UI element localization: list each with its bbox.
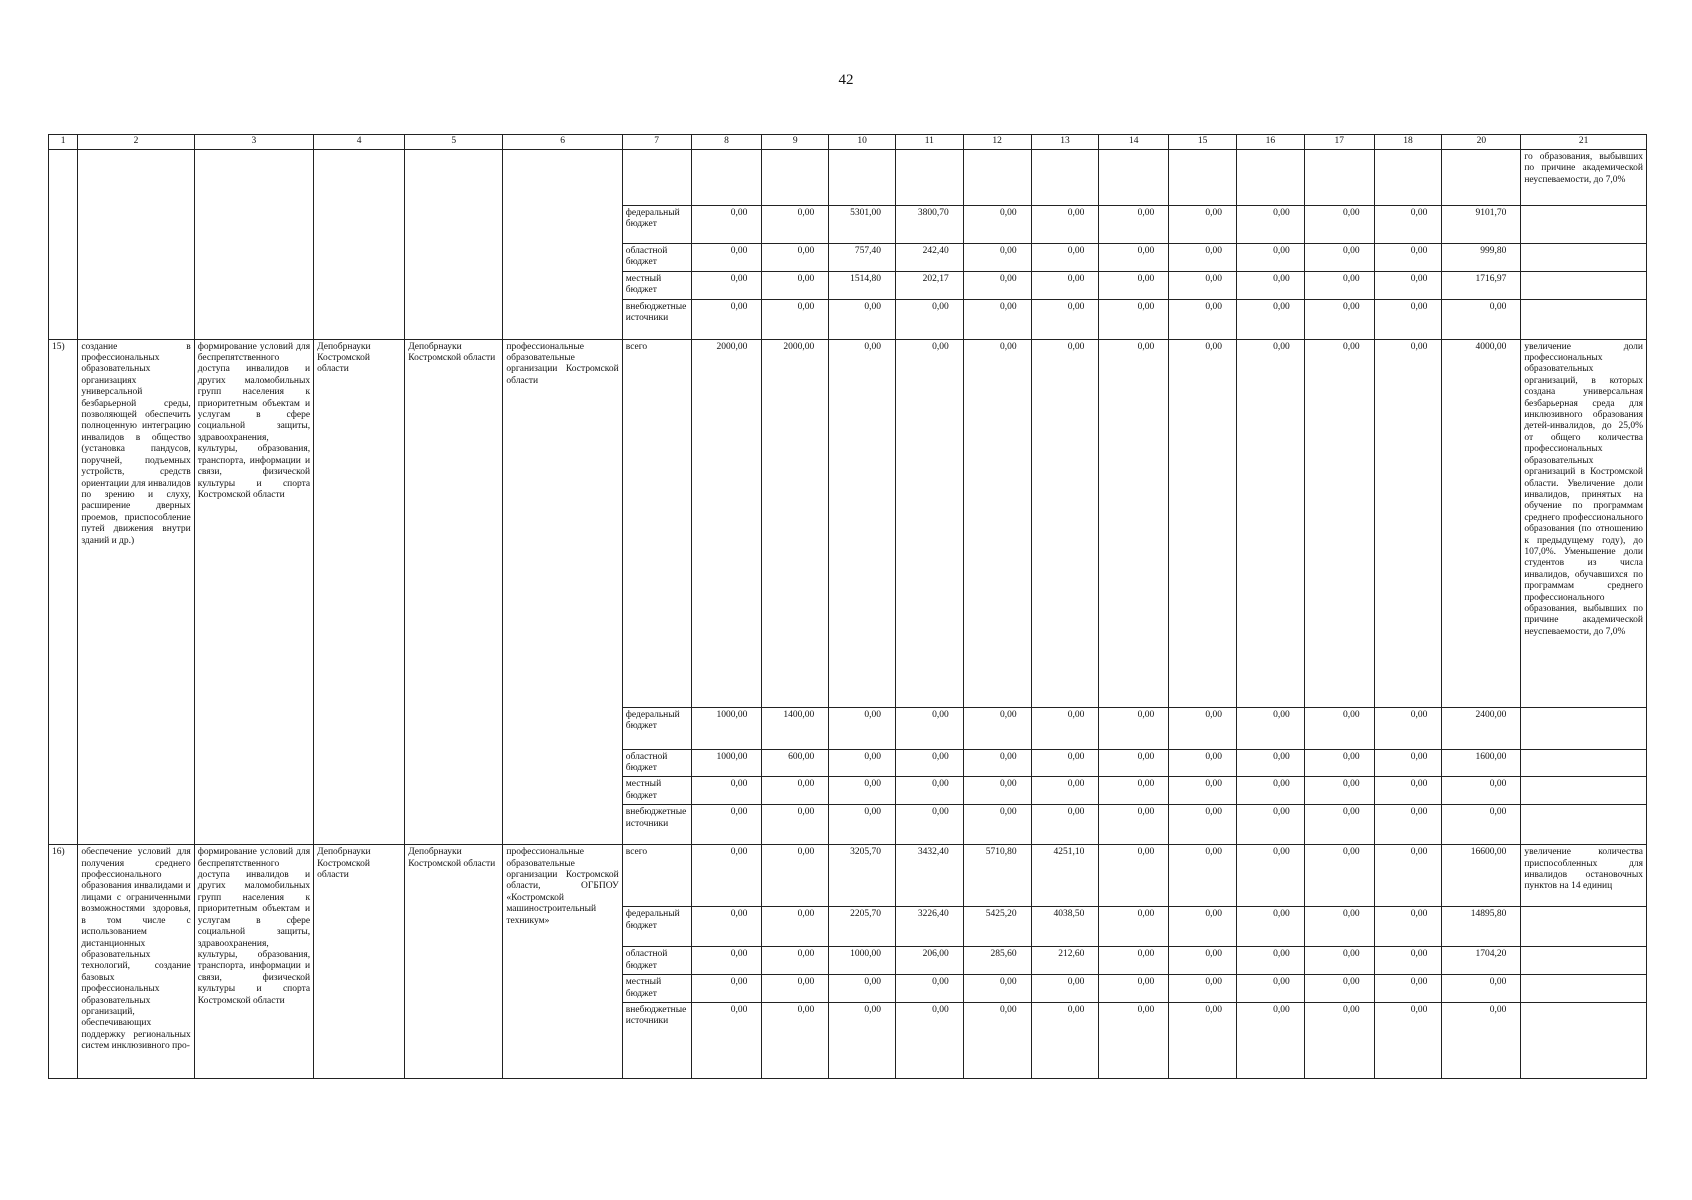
value-cell: 0,00 (829, 805, 896, 845)
coexecutor-cell: Депобрнауки Костромской области (405, 845, 503, 1079)
value-cell: 0,00 (963, 339, 1031, 707)
cell-empty (1374, 150, 1442, 206)
value-cell: 0,00 (1031, 749, 1099, 777)
value-cell: 0,00 (1236, 244, 1304, 272)
funding-source-cell: местный бюджет (622, 271, 691, 299)
value-cell: 1400,00 (762, 707, 829, 749)
value-cell: 0,00 (1099, 244, 1169, 272)
value-cell: 0,00 (1099, 975, 1169, 1003)
funding-source-cell: областной бюджет (622, 947, 691, 975)
value-cell: 9101,70 (1442, 206, 1521, 244)
value-cell: 0,00 (1236, 975, 1304, 1003)
column-number: 16 (1236, 135, 1304, 150)
participants-cell: профессиональные образовательные организации Костромской области (503, 339, 622, 845)
column-number: 8 (691, 135, 762, 150)
value-cell: 0,00 (691, 1003, 762, 1079)
value-cell: 0,00 (1304, 947, 1374, 975)
value-cell: 0,00 (895, 339, 963, 707)
value-cell: 0,00 (1304, 975, 1374, 1003)
value-cell: 1000,00 (829, 947, 896, 975)
funding-source-cell: всего (622, 339, 691, 707)
value-cell: 202,17 (895, 271, 963, 299)
value-cell: 0,00 (1031, 244, 1099, 272)
value-cell: 0,00 (1236, 845, 1304, 907)
funding-source-cell: областной бюджет (622, 244, 691, 272)
value-cell: 0,00 (1031, 299, 1099, 339)
value-cell: 0,00 (1374, 206, 1442, 244)
value-cell: 0,00 (1169, 206, 1237, 244)
value-cell: 0,00 (762, 907, 829, 947)
cell-empty (78, 150, 194, 340)
value-cell: 0,00 (963, 749, 1031, 777)
value-cell: 0,00 (1374, 271, 1442, 299)
value-cell: 0,00 (1304, 271, 1374, 299)
cell-empty (1521, 805, 1647, 845)
value-cell: 0,00 (1374, 907, 1442, 947)
value-cell: 0,00 (1031, 271, 1099, 299)
value-cell: 0,00 (762, 244, 829, 272)
value-cell: 2205,70 (829, 907, 896, 947)
value-cell: 0,00 (691, 271, 762, 299)
value-cell: 999,80 (1442, 244, 1521, 272)
value-cell: 3800,70 (895, 206, 963, 244)
value-cell: 0,00 (1099, 777, 1169, 805)
value-cell: 0,00 (1442, 975, 1521, 1003)
value-cell: 0,00 (691, 975, 762, 1003)
funding-source-cell: федеральный бюджет (622, 907, 691, 947)
column-number: 10 (829, 135, 896, 150)
value-cell: 0,00 (1442, 299, 1521, 339)
cell-empty (49, 150, 78, 340)
value-cell: 206,00 (895, 947, 963, 975)
value-cell: 0,00 (1169, 1003, 1237, 1079)
value-cell: 0,00 (829, 339, 896, 707)
column-number: 1 (49, 135, 78, 150)
value-cell: 0,00 (1442, 777, 1521, 805)
value-cell: 0,00 (1031, 707, 1099, 749)
cell-empty (1521, 271, 1647, 299)
value-cell: 5425,20 (963, 907, 1031, 947)
column-number: 5 (405, 135, 503, 150)
value-cell: 0,00 (1374, 1003, 1442, 1079)
cell-empty (691, 150, 762, 206)
value-cell: 0,00 (1031, 339, 1099, 707)
value-cell: 0,00 (963, 299, 1031, 339)
cell-empty (1521, 206, 1647, 244)
value-cell: 0,00 (1374, 777, 1442, 805)
value-cell: 0,00 (1374, 749, 1442, 777)
page-number: 42 (838, 72, 854, 88)
value-cell: 0,00 (829, 1003, 896, 1079)
value-cell: 0,00 (691, 907, 762, 947)
cell-empty (963, 150, 1031, 206)
value-cell: 0,00 (691, 244, 762, 272)
table-row (49, 845, 1647, 907)
value-cell: 0,00 (963, 206, 1031, 244)
cell-empty (1169, 150, 1237, 206)
value-cell: 0,00 (895, 805, 963, 845)
value-cell: 0,00 (963, 975, 1031, 1003)
funding-source-cell: внебюджетные источники (622, 299, 691, 339)
value-cell: 0,00 (1099, 749, 1169, 777)
value-cell: 1704,20 (1442, 947, 1521, 975)
funding-source-cell: федеральный бюджет (622, 707, 691, 749)
executor-cell: Депобрнауки Костромской области (314, 339, 405, 845)
value-cell: 0,00 (895, 975, 963, 1003)
value-cell: 0,00 (963, 777, 1031, 805)
column-header-row (49, 135, 1647, 150)
cell-empty (1521, 707, 1647, 749)
value-cell: 0,00 (1099, 707, 1169, 749)
value-cell: 16600,00 (1442, 845, 1521, 907)
cell-empty (1521, 947, 1647, 975)
column-number: 14 (1099, 135, 1169, 150)
cell-empty (314, 150, 405, 340)
value-cell: 0,00 (1304, 749, 1374, 777)
value-cell: 4251,10 (1031, 845, 1099, 907)
coexecutor-cell: Депобрнауки Костромской области (405, 339, 503, 845)
value-cell: 0,00 (963, 805, 1031, 845)
value-cell: 0,00 (1169, 845, 1237, 907)
funding-source-cell: областной бюджет (622, 749, 691, 777)
value-cell: 0,00 (1099, 1003, 1169, 1079)
value-cell: 0,00 (963, 1003, 1031, 1079)
item-number: 16) (49, 845, 78, 1079)
value-cell: 0,00 (1169, 907, 1237, 947)
value-cell: 0,00 (762, 845, 829, 907)
value-cell: 0,00 (829, 749, 896, 777)
participants-cell: профессиональные образовательные организации Костромской области, ОГБПОУ «Костромской машиностроительный техникум» (503, 845, 622, 1079)
value-cell: 0,00 (1304, 1003, 1374, 1079)
column-number: 13 (1031, 135, 1099, 150)
column-number: 21 (1521, 135, 1647, 150)
cell-empty (1521, 975, 1647, 1003)
value-cell: 0,00 (1374, 244, 1442, 272)
value-cell: 0,00 (963, 244, 1031, 272)
value-cell: 0,00 (829, 777, 896, 805)
value-cell: 0,00 (1169, 244, 1237, 272)
value-cell: 2000,00 (762, 339, 829, 707)
value-cell: 0,00 (691, 299, 762, 339)
cell-empty (405, 150, 503, 340)
value-cell: 0,00 (1099, 947, 1169, 975)
item-number: 15) (49, 339, 78, 845)
value-cell: 1000,00 (691, 749, 762, 777)
funding-source-cell: местный бюджет (622, 777, 691, 805)
value-cell: 0,00 (1442, 805, 1521, 845)
value-cell: 0,00 (1304, 805, 1374, 845)
value-cell: 3205,70 (829, 845, 896, 907)
value-cell: 0,00 (1304, 339, 1374, 707)
value-cell: 0,00 (1374, 299, 1442, 339)
value-cell: 0,00 (1304, 299, 1374, 339)
value-cell: 0,00 (895, 299, 963, 339)
value-cell: 0,00 (762, 777, 829, 805)
column-number: 20 (1442, 135, 1521, 150)
cell-empty (762, 150, 829, 206)
value-cell: 0,00 (691, 845, 762, 907)
value-cell: 0,00 (1169, 975, 1237, 1003)
value-cell: 212,60 (1031, 947, 1099, 975)
value-cell: 0,00 (1374, 339, 1442, 707)
value-cell: 0,00 (1031, 206, 1099, 244)
value-cell: 0,00 (1304, 845, 1374, 907)
value-cell: 0,00 (829, 975, 896, 1003)
budget-table (48, 134, 1647, 1079)
value-cell: 0,00 (1169, 707, 1237, 749)
value-cell: 0,00 (895, 707, 963, 749)
value-cell: 0,00 (762, 299, 829, 339)
value-cell: 0,00 (762, 271, 829, 299)
result-cell: увеличение количества приспособленных для инвалидов остановочных пунктов на 14 единиц (1521, 845, 1647, 907)
value-cell: 5710,80 (963, 845, 1031, 907)
table-body (49, 135, 1647, 1079)
value-cell: 0,00 (1304, 907, 1374, 947)
value-cell: 0,00 (1236, 947, 1304, 975)
value-cell: 0,00 (1236, 749, 1304, 777)
value-cell: 0,00 (1304, 707, 1374, 749)
column-number: 15 (1169, 135, 1237, 150)
column-number: 6 (503, 135, 622, 150)
value-cell: 0,00 (829, 707, 896, 749)
goal-cell: формирование условий для беспрепятственного доступа инвалидов и других маломобильных групп населения к приоритетным объектам и услугам в сфере социальной защиты, здравоохранения, культуры, образования, транспорта, информации и связи, физической культуры и спорта Костромской области (194, 845, 313, 1079)
value-cell: 0,00 (1099, 339, 1169, 707)
value-cell: 0,00 (691, 805, 762, 845)
value-cell: 0,00 (1099, 907, 1169, 947)
executor-cell: Депобрнауки Костромской области (314, 845, 405, 1079)
value-cell: 757,40 (829, 244, 896, 272)
value-cell: 0,00 (1031, 975, 1099, 1003)
value-cell: 5301,00 (829, 206, 896, 244)
value-cell: 1514,80 (829, 271, 896, 299)
value-cell: 0,00 (1374, 805, 1442, 845)
cell-empty (1304, 150, 1374, 206)
value-cell: 242,40 (895, 244, 963, 272)
funding-source-cell: всего (622, 845, 691, 907)
column-number: 3 (194, 135, 313, 150)
value-cell: 2400,00 (1442, 707, 1521, 749)
value-cell: 0,00 (895, 1003, 963, 1079)
value-cell: 0,00 (895, 749, 963, 777)
cell-empty (1521, 749, 1647, 777)
value-cell: 0,00 (1099, 299, 1169, 339)
value-cell: 2000,00 (691, 339, 762, 707)
value-cell: 0,00 (1031, 805, 1099, 845)
column-number: 12 (963, 135, 1031, 150)
value-cell: 4000,00 (1442, 339, 1521, 707)
cell-empty (503, 150, 622, 340)
value-cell: 0,00 (1099, 206, 1169, 244)
value-cell: 3432,40 (895, 845, 963, 907)
value-cell: 0,00 (1099, 805, 1169, 845)
value-cell: 0,00 (1169, 339, 1237, 707)
value-cell: 0,00 (1374, 947, 1442, 975)
cell-empty (829, 150, 896, 206)
column-number: 9 (762, 135, 829, 150)
value-cell: 0,00 (1236, 707, 1304, 749)
value-cell: 0,00 (1236, 805, 1304, 845)
cell-empty (1521, 1003, 1647, 1079)
table-row (49, 150, 1647, 206)
value-cell: 0,00 (1374, 845, 1442, 907)
value-cell: 0,00 (762, 975, 829, 1003)
value-cell: 0,00 (1374, 975, 1442, 1003)
value-cell: 0,00 (691, 206, 762, 244)
column-number: 11 (895, 135, 963, 150)
value-cell: 0,00 (963, 707, 1031, 749)
value-cell: 0,00 (1236, 339, 1304, 707)
funding-source-cell: внебюджетные источники (622, 1003, 691, 1079)
value-cell: 0,00 (762, 206, 829, 244)
cell-empty (1442, 150, 1521, 206)
measure-cell: обеспечение условий для получения среднего профессионального образования инвалидами и лицами с ограниченными возможностями здоровья, в том числе с использованием дистанционных образовательных технологий, создание базовых профессиональных образовательных организаций, обеспечивающих поддержку региональных систем инклюзивного про- (78, 845, 194, 1079)
value-cell: 0,00 (1374, 707, 1442, 749)
value-cell: 0,00 (1236, 206, 1304, 244)
cell-empty (622, 150, 691, 206)
column-number: 7 (622, 135, 691, 150)
funding-source-cell: федеральный бюджет (622, 206, 691, 244)
value-cell: 0,00 (1236, 1003, 1304, 1079)
value-cell: 0,00 (1031, 1003, 1099, 1079)
cell-empty (1099, 150, 1169, 206)
value-cell: 0,00 (1169, 777, 1237, 805)
value-cell: 0,00 (1169, 805, 1237, 845)
goal-cell: формирование условий для беспрепятственного доступа инвалидов и других маломобильных групп населения к приоритетным объектам и услугам в сфере социальной защиты, здравоохранения, культуры, образования, транспорта, информации и связи, физической культуры и спорта Костромской области (194, 339, 313, 845)
value-cell: 0,00 (1304, 206, 1374, 244)
value-cell: 0,00 (1236, 907, 1304, 947)
table-row (49, 339, 1647, 707)
value-cell: 0,00 (1169, 299, 1237, 339)
value-cell: 0,00 (762, 805, 829, 845)
cell-empty (1236, 150, 1304, 206)
value-cell: 0,00 (1236, 299, 1304, 339)
value-cell: 0,00 (1236, 271, 1304, 299)
measure-cell: создание в профессиональных образовательных организациях универсальной безбарьерной среды, позволяющей обеспечить полноценную интеграцию инвалидов в общество (установка пандусов, поручней, подъемных устройств, средств ориентации для инвалидов по зрению и слуху, расширение дверных проемов, приспособление путей движения внутри зданий и др.) (78, 339, 194, 845)
column-number: 2 (78, 135, 194, 150)
value-cell: 0,00 (895, 777, 963, 805)
value-cell: 0,00 (1099, 271, 1169, 299)
value-cell: 1000,00 (691, 707, 762, 749)
value-cell: 0,00 (691, 777, 762, 805)
column-number: 17 (1304, 135, 1374, 150)
value-cell: 1716,97 (1442, 271, 1521, 299)
result-cell: увеличение доли профессиональных образовательных организаций, в которых создана универсальная безбарьерная среда для инклюзивного образования детей-инвалидов, до 25,0% от общего количества профессиональных образовательных организаций в Костромской области. Увеличение доли инвалидов, принятых на обучение по программам среднего профессионального образования (по отношению к предыдущему году), до 107,0%. Уменьшение доли студентов из числа инвалидов, обучавшихся по программам среднего профессионального образования, выбывших по причине академической неуспеваемости, до 7,0% (1521, 339, 1647, 707)
value-cell: 0,00 (1031, 777, 1099, 805)
value-cell: 0,00 (1442, 1003, 1521, 1079)
column-number: 4 (314, 135, 405, 150)
funding-source-cell: внебюджетные источники (622, 805, 691, 845)
cell-empty (1521, 244, 1647, 272)
value-cell: 285,60 (963, 947, 1031, 975)
value-cell: 0,00 (1169, 947, 1237, 975)
value-cell: 0,00 (963, 271, 1031, 299)
value-cell: 0,00 (829, 299, 896, 339)
value-cell: 0,00 (1169, 271, 1237, 299)
cell-empty (194, 150, 313, 340)
value-cell: 1600,00 (1442, 749, 1521, 777)
value-cell: 0,00 (1304, 244, 1374, 272)
cell-empty (1031, 150, 1099, 206)
value-cell: 3226,40 (895, 907, 963, 947)
value-cell: 0,00 (762, 1003, 829, 1079)
value-cell: 4038,50 (1031, 907, 1099, 947)
value-cell: 14895,80 (1442, 907, 1521, 947)
result-cell: го образования, выбывших по причине академической неуспеваемости, до 7,0% (1521, 150, 1647, 206)
column-number: 18 (1374, 135, 1442, 150)
cell-empty (1521, 777, 1647, 805)
value-cell: 0,00 (1304, 777, 1374, 805)
value-cell: 0,00 (1169, 749, 1237, 777)
cell-empty (1521, 907, 1647, 947)
value-cell: 0,00 (1236, 777, 1304, 805)
cell-empty (895, 150, 963, 206)
value-cell: 600,00 (762, 749, 829, 777)
funding-source-cell: местный бюджет (622, 975, 691, 1003)
value-cell: 0,00 (691, 947, 762, 975)
value-cell: 0,00 (762, 947, 829, 975)
value-cell: 0,00 (1099, 845, 1169, 907)
cell-empty (1521, 299, 1647, 339)
